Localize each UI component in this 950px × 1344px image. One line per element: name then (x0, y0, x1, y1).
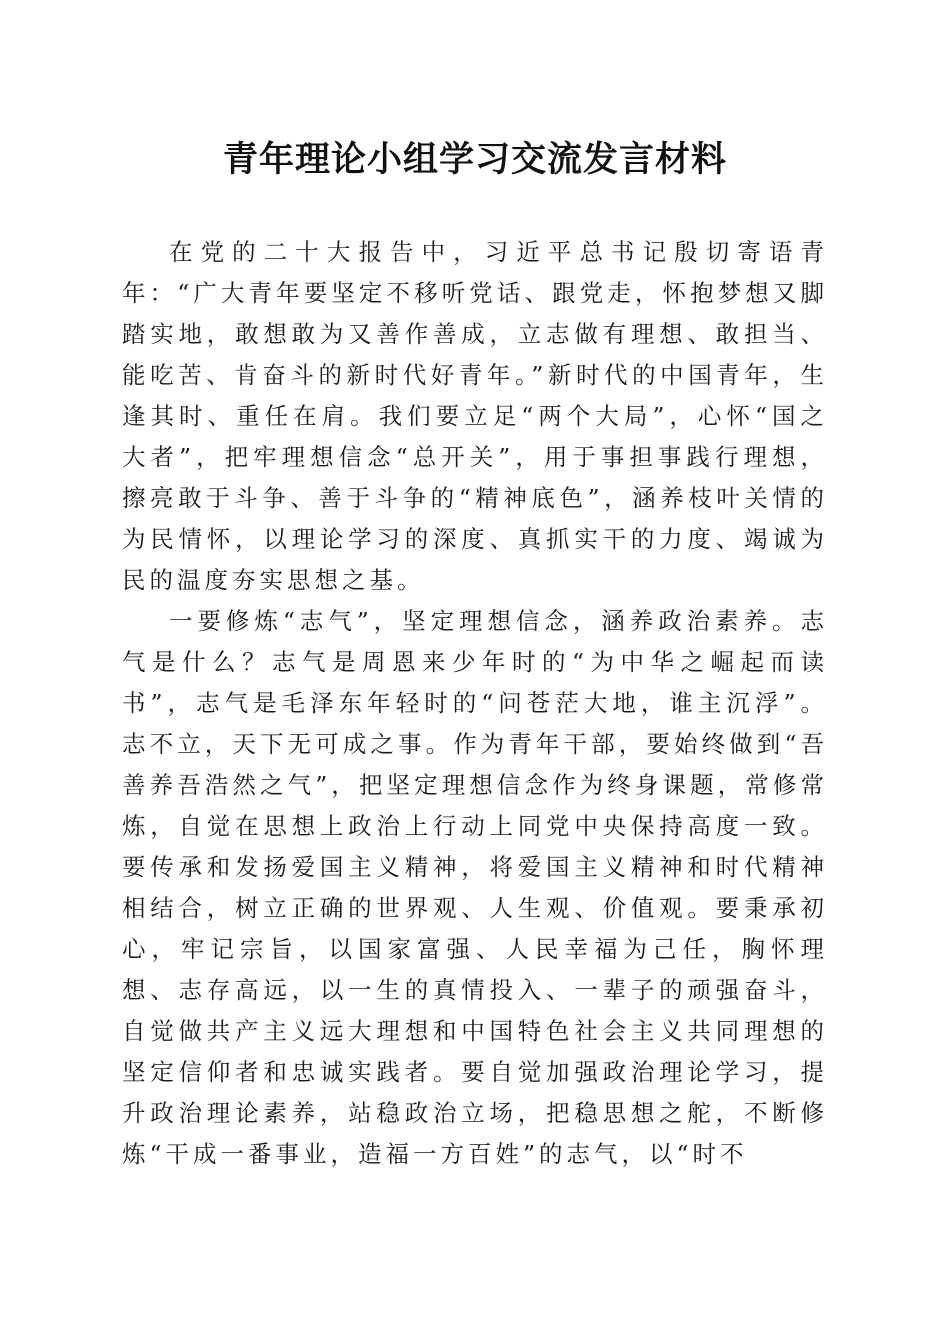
paragraph-ambition: 一要修炼“志气”，坚定理想信念，涵养政治素养。志气是什么？志气是周恩来少年时的“为中华之崛起而读书”，志气是毛泽东年轻时的“问苍茫大地，谁主沉浮”。志不立，天下无可成之事。作为青年干部，要始终做到“吾善养吾浩然之气”，把坚定理想信念作为终身课题，常修常炼，自觉在思想上政治上行动上同党中央保持高度一致。要传承和发扬爱国主义精神，将爱国主义精神和时代精神相结合，树立正确的世界观、人生观、价值观。要秉承初心，牢记宗旨，以国家富强、人民幸福为己任，胸怀理想、志存高远，以一生的真情投入、一辈子的顽强奋斗，自觉做共产主义远大理想和中国特色社会主义共同理想的坚定信仰者和忠诚实践者。要自觉加强政治理论学习，提升政治理论素养，站稳政治立场，把稳思想之舵，不断修炼“干成一番事业，造福一方百姓”的志气，以“时不 (122, 607, 828, 1168)
page-title: 青年理论小组学习交流发言材料 (222, 139, 727, 180)
paragraph-intro: 在党的二十大报告中，习近平总书记殷切寄语青年：“广大青年要坚定不移听党话、跟党走，怀抱梦想又脚踏实地，敢想敢为又善作善成，立志做有理想、敢担当、能吃苦、肯奋斗的新时代好青年。”新时代的中国青年，生逢其时、重任在肩。我们要立足“两个大局”，心怀“国之大者”，把牢理想信念“总开关”，用于事担事践行理想，擦亮敢于斗争、善于斗争的“精神底色”，涵养枝叶关情的为民情怀，以理论学习的深度、真抓实干的力度、竭诚为民的温度夯实思想之基。 (122, 238, 828, 594)
document-body (122, 232, 828, 1175)
